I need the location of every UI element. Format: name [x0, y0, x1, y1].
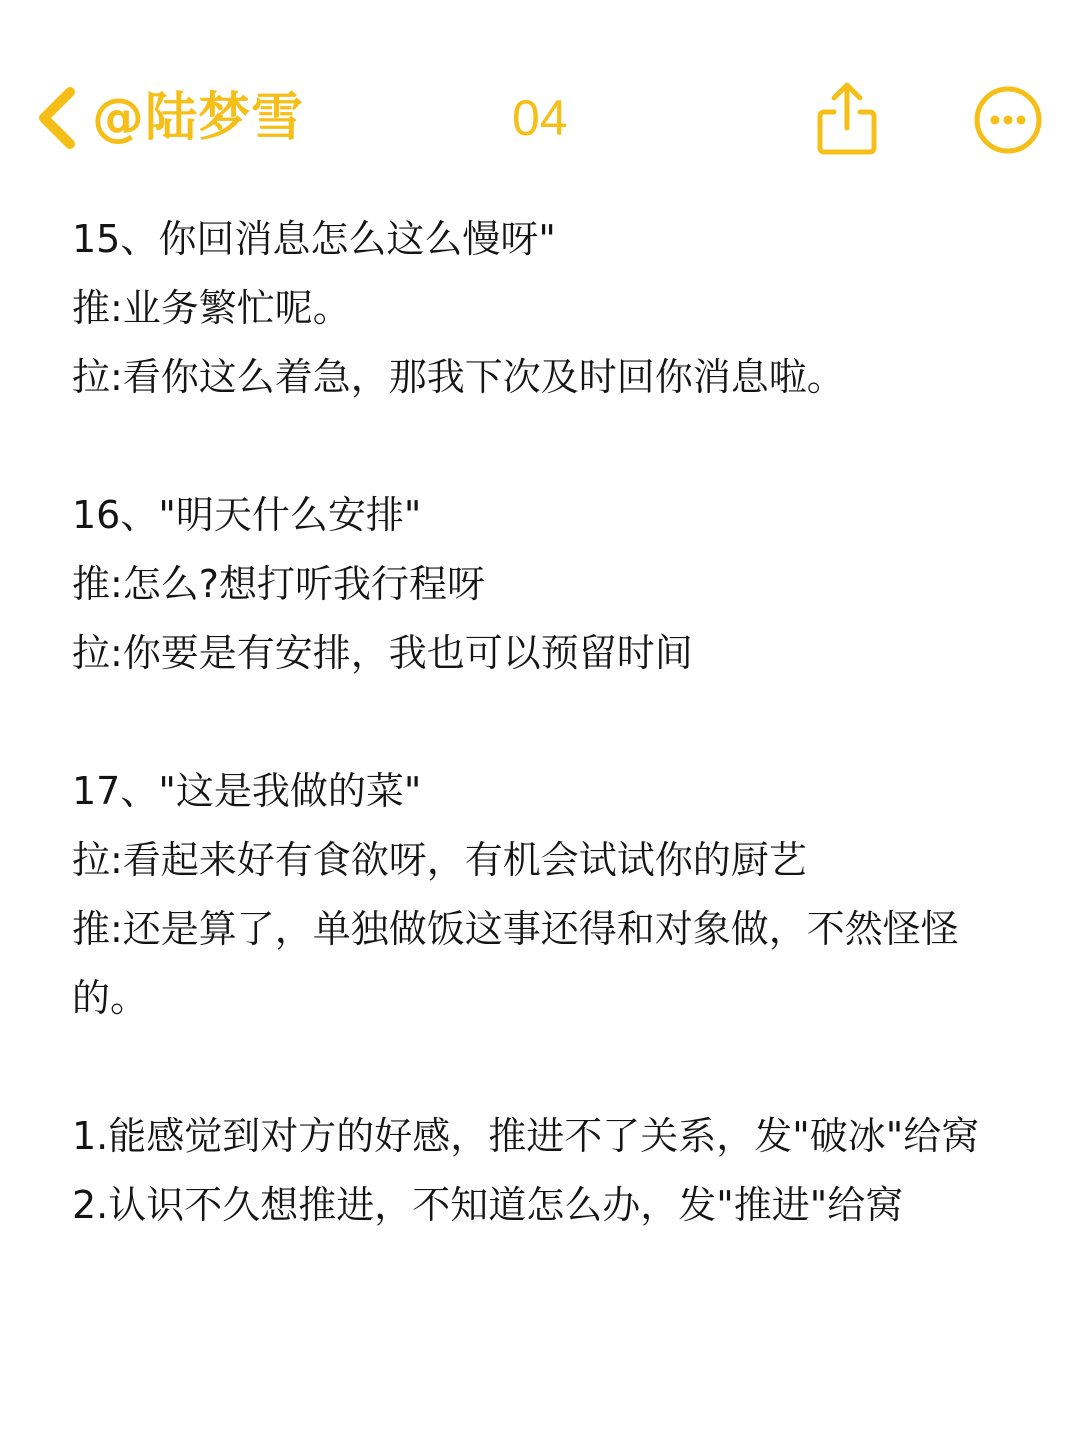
question-title: 17、"这是我做的菜"	[72, 769, 422, 813]
spacer	[72, 1033, 1032, 1102]
question-title: 16、"明天什么安排"	[72, 493, 422, 537]
back-button[interactable]	[30, 80, 90, 160]
top-bar	[0, 0, 1080, 200]
spacer	[72, 412, 1032, 481]
more-options-button[interactable]	[970, 82, 1046, 158]
note-content	[72, 205, 1032, 1240]
pull-reply: 拉:你要是有安排，我也可以预留时间	[72, 631, 693, 675]
push-reply: 推:业务繁忙呢。	[72, 286, 351, 330]
share-button[interactable]	[812, 78, 882, 158]
pull-reply: 拉:看起来好有食欲呀，有机会试试你的厨艺	[72, 838, 807, 882]
spacer	[72, 688, 1032, 757]
page-number: 04	[512, 90, 568, 146]
more-icon	[970, 82, 1046, 158]
question-title: 15、你回消息怎么这么慢呀"	[72, 217, 556, 261]
chevron-left-icon	[30, 80, 90, 160]
push-reply: 推:还是算了，单独做饭这事还得和对象做，不然怪怪	[72, 907, 959, 951]
push-reply-continued: 的。	[72, 976, 149, 1020]
note-item: 1.能感觉到对方的好感，推进不了关系，发"破冰"给窝	[72, 1114, 980, 1158]
note-item: 2.认识不久想推进，不知道怎么办，发"推进"给窝	[72, 1183, 904, 1227]
author-name[interactable]: @陆梦雪	[92, 88, 305, 148]
pull-reply: 拉:看你这么着急，那我下次及时回你消息啦。	[72, 355, 845, 399]
share-icon	[812, 78, 882, 158]
push-reply: 推:怎么?想打听我行程呀	[72, 562, 485, 606]
